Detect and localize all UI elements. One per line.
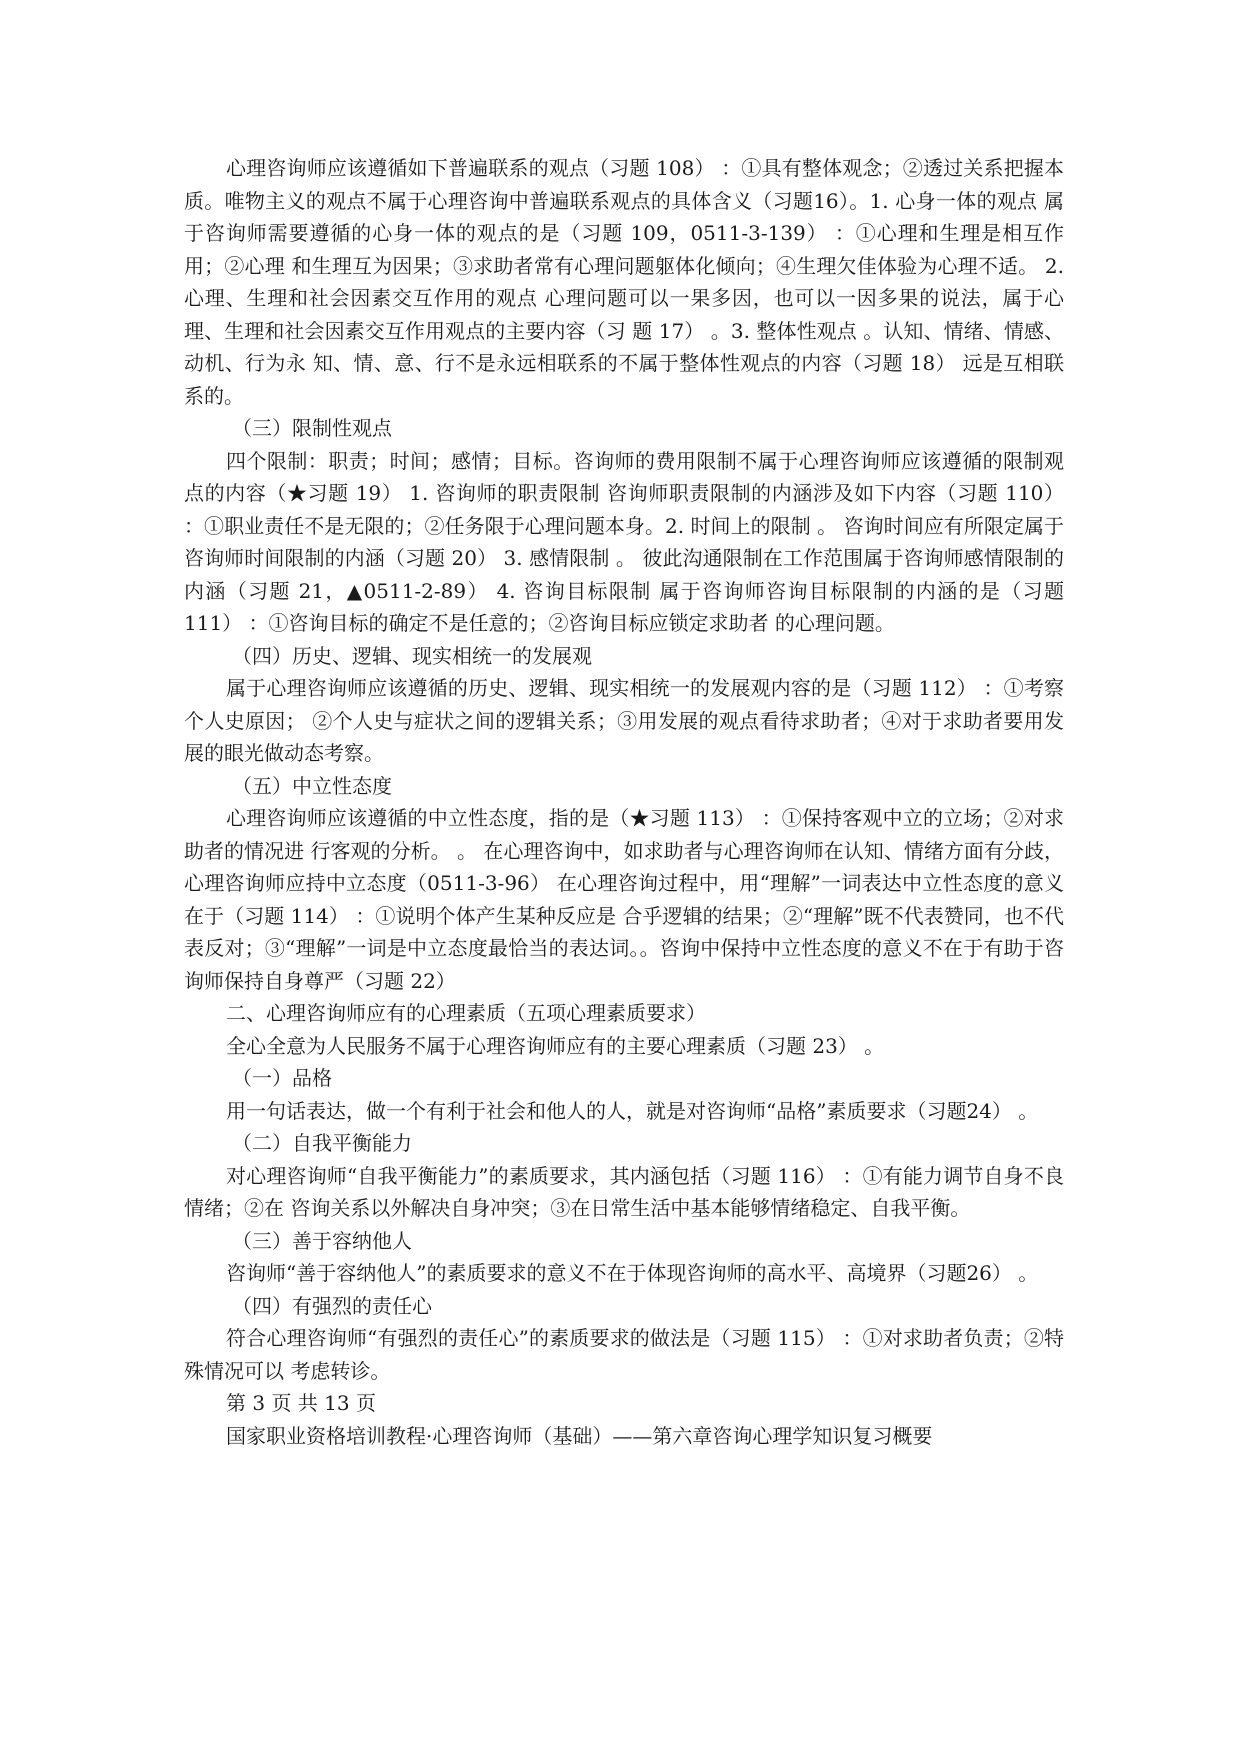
heading-tolerance: （三）善于容纳他人 — [232, 1228, 412, 1253]
section-title-psychological-quality: 二、心理咨询师应有的心理素质（五项心理素质要求） — [226, 1001, 706, 1025]
page-number: 第 3 页 共 13 页 — [226, 1391, 376, 1415]
paragraph-responsibility: 符合心理咨询师“有强烈的责任心”的素质要求的做法是（习题 115） ：①对求助者负责；②特殊情况可以 考虑转诊。 — [184, 1326, 1064, 1383]
running-title: 国家职业资格培训教程·心理咨询师（基础）——第六章咨询心理学知识复习概要 — [226, 1423, 933, 1448]
paragraph-tolerance: 咨询师“善于容纳他人”的素质要求的意义不在于体现咨询师的高水平、高境界（习题26） 。 — [226, 1261, 1039, 1285]
paragraph-quality-intro: 全心全意为人民服务不属于心理咨询师应有的主要心理素质（习题 23） 。 — [226, 1033, 885, 1058]
paragraph-character: 用一句话表达，做一个有利于社会和他人的人，就是对咨询师“品格”素质要求（习题24） 。 — [226, 1098, 1039, 1123]
heading-character: （一）品格 — [232, 1066, 332, 1090]
heading-development-view: （四）历史、逻辑、现实相统一的发展观 — [232, 643, 592, 668]
heading-responsibility: （四）有强烈的责任心 — [232, 1293, 432, 1318]
heading-limitation-view: （三）限制性观点 — [232, 416, 392, 440]
paragraph-general-connection: 心理咨询师应该遵循如下普遍联系的观点（习题 108） ：①具有整体观念；②透过关系把握本质。唯物主义的观点不属于心理咨询中普遍联系观点的具体含义（习题16）。1. 心身一体的观点 属于咨询师需要遵循的心身一体的观点的是（习题 109，0511-3-139） ：①心理和生理是相互作用；②心理 和生理互为因果；③求助者常有心理问题躯体化倾向；④生理欠佳体验为心理不适。 2. 心理、生理和社会因素交互作用的观点 心理问题可以一果多因，也可以一因多果的说法，属于心理、生理和社会因素交互作用观点的主要内容（习 题 17） 。3. 整体性观点 。认知、情绪、情感、动机、行为永 知、情、意、行不是永远相联系的不属于整体性观点的内容（习题 18） 远是互相联系的。 — [184, 156, 1064, 408]
heading-neutral-attitude: （五）中立性态度 — [232, 773, 392, 798]
document-body — [184, 152, 1064, 1452]
heading-self-balance: （二）自我平衡能力 — [232, 1131, 412, 1155]
paragraph-development-view: 属于心理咨询师应该遵循的历史、逻辑、现实相统一的发展观内容的是（习题 112） ：①考察个人史原因； ②个人史与症状之间的逻辑关系；③用发展的观点看待求助者；④对于求助者要用发展的眼光做动态考察。 — [184, 676, 1064, 765]
paragraph-neutral-attitude: 心理咨询师应该遵循的中立性态度，指的是（★习题 113） ：①保持客观中立的立场；②对求助者的情况进 行客观的分析。 。 在心理咨询中，如求助者与心理咨询师在认知、情绪方面有分歧，心理咨询师应持中立态度（0511-3-96） 在心理咨询过程中，用“理解”一词表达中立性态度的意义在于（习题 114） ：①说明个体产生某种反应是 合乎逻辑的结果；②“理解”既不代表赞同，也不代表反对；③“理解”一词是中立态度最恰当的表达词。。咨询中保持中立性态度的意义不在于有助于咨询师保持自身尊严（习题 22） — [184, 806, 1064, 993]
paragraph-limitation-view: 四个限制：职责；时间；感情；目标。咨询师的费用限制不属于心理咨询师应该遵循的限制观点的内容（★习题 19） 1. 咨询师的职责限制 咨询师职责限制的内涵涉及如下内容（习题 110） ：①职业责任不是无限的；②任务限于心理问题本身。2. 时间上的限制 。 咨询时间应有所限定属于咨询师时间限制的内涵（习题 20） 3. 感情限制 。 彼此沟通限制在工作范围属于咨询师感情限制的内涵（习题 21，▲0511-2-89） 4. 咨询目标限制 属于咨询师咨询目标限制的内涵的是（习题 111） ：①咨询目标的确定不是任意的；②咨询目标应锁定求助者 的心理问题。 — [184, 448, 1064, 635]
paragraph-self-balance: 对心理咨询师“自我平衡能力”的素质要求，其内涵包括（习题 116） ：①有能力调节自身不良情绪；②在 咨询关系以外解决自身冲突；③在日常生活中基本能够情绪稳定、自我平衡。 — [184, 1163, 1064, 1220]
